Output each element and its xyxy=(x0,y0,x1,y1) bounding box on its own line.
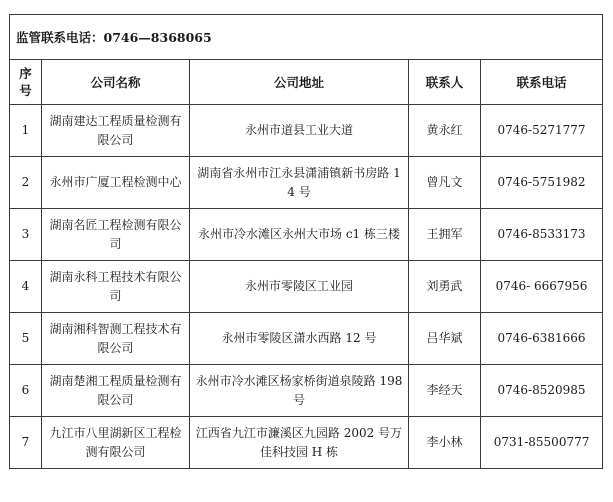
cell-contact: 曾凡文 xyxy=(409,157,481,209)
cell-no: 7 xyxy=(10,417,42,469)
cell-no: 3 xyxy=(10,209,42,261)
header-row xyxy=(10,60,603,105)
cell-no: 4 xyxy=(10,261,42,313)
header-no: 序号 xyxy=(10,60,42,105)
hotline-number: 0746—8368065 xyxy=(103,29,212,45)
cell-contact: 王拥军 xyxy=(409,209,481,261)
cell-address: 永州市零陵区潇水西路 12 号 xyxy=(190,313,409,365)
cell-address: 永州市零陵区工业园 xyxy=(190,261,409,313)
header-contact: 联系人 xyxy=(409,60,481,105)
cell-company: 湖南永科工程技术有限公司 xyxy=(42,261,190,313)
cell-phone: 0746-6381666 xyxy=(481,313,603,365)
cell-address: 永州市冷水滩区杨家桥街道泉陵路 198 号 xyxy=(190,365,409,417)
cell-company: 湖南建达工程质量检测有限公司 xyxy=(42,105,190,157)
hotline-row xyxy=(10,15,603,60)
cell-phone: 0746-5751982 xyxy=(481,157,603,209)
cell-phone: 0746-5271777 xyxy=(481,105,603,157)
cell-address: 永州市道县工业大道 xyxy=(190,105,409,157)
contact-table-container xyxy=(9,14,602,469)
hotline-cell xyxy=(10,15,603,60)
cell-company: 湖南湘科智测工程技术有限公司 xyxy=(42,313,190,365)
testing-companies-table xyxy=(9,14,603,469)
cell-no: 6 xyxy=(10,365,42,417)
hotline-label: 监管联系电话： xyxy=(16,29,104,45)
table-row xyxy=(10,209,603,261)
cell-company: 九江市八里湖新区工程检测有限公司 xyxy=(42,417,190,469)
cell-phone: 0746- 6667956 xyxy=(481,261,603,313)
cell-contact: 李经天 xyxy=(409,365,481,417)
cell-address: 永州市冷水滩区永州大市场 c1 栋三楼 xyxy=(190,209,409,261)
table-row xyxy=(10,365,603,417)
cell-company: 湖南名匠工程检测有限公司 xyxy=(42,209,190,261)
cell-address: 江西省九江市濂溪区九园路 2002 号万佳科技园 H 栋 xyxy=(190,417,409,469)
table-row xyxy=(10,417,603,469)
cell-phone: 0746-8520985 xyxy=(481,365,603,417)
cell-address: 湖南省永州市江永县潇浦镇新书房路 14 号 xyxy=(190,157,409,209)
cell-phone: 0731-85500777 xyxy=(481,417,603,469)
cell-contact: 黄永红 xyxy=(409,105,481,157)
cell-phone: 0746-8533173 xyxy=(481,209,603,261)
cell-contact: 李小林 xyxy=(409,417,481,469)
cell-company: 永州市广厦工程检测中心 xyxy=(42,157,190,209)
table-row xyxy=(10,261,603,313)
cell-contact: 吕华斌 xyxy=(409,313,481,365)
table-row xyxy=(10,313,603,365)
cell-no: 2 xyxy=(10,157,42,209)
cell-contact: 刘勇武 xyxy=(409,261,481,313)
cell-no: 1 xyxy=(10,105,42,157)
table-row xyxy=(10,105,603,157)
cell-company: 湖南楚湘工程质量检测有限公司 xyxy=(42,365,190,417)
header-company: 公司名称 xyxy=(42,60,190,105)
header-address: 公司地址 xyxy=(190,60,409,105)
header-phone: 联系电话 xyxy=(481,60,603,105)
cell-no: 5 xyxy=(10,313,42,365)
table-row xyxy=(10,157,603,209)
